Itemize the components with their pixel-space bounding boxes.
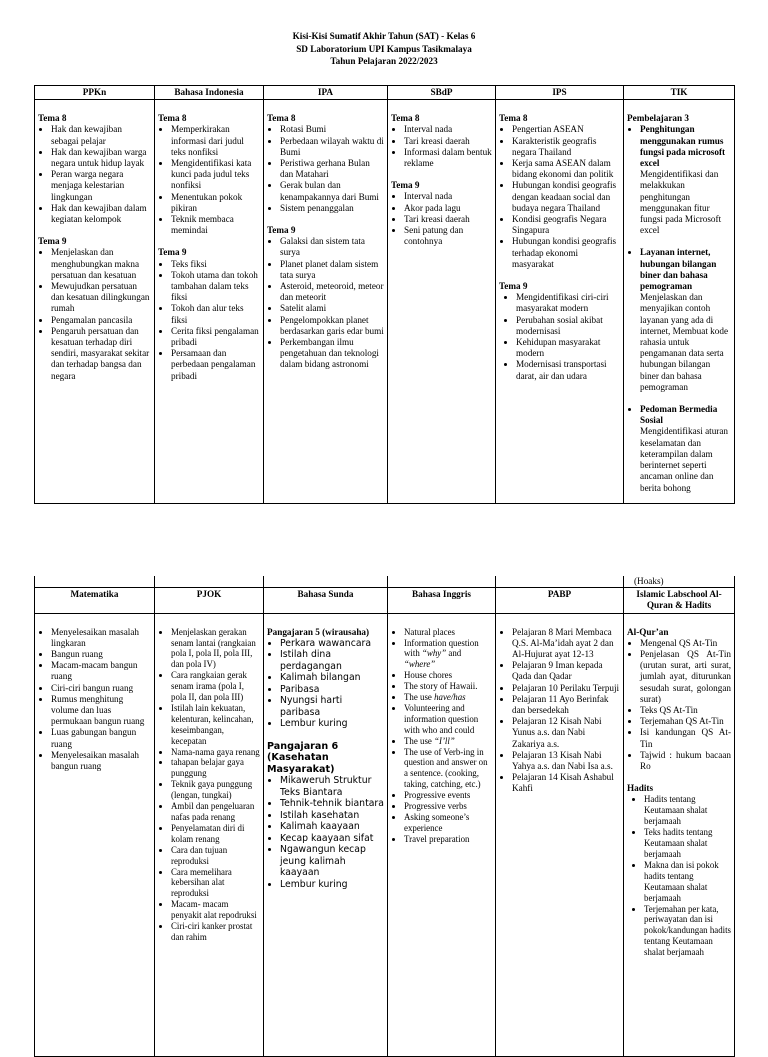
theme-heading: Tema 9 <box>267 225 296 236</box>
header-ppkn: PPKn <box>35 86 155 100</box>
list-item: • Ambil dan pengeluaran nafas pada renang <box>171 801 260 823</box>
topic-list <box>499 627 620 795</box>
topic-list <box>267 124 384 214</box>
list-item: • Cerita fiksi pengalaman pribadi <box>171 326 260 348</box>
list-item: • Macam- macam penyakit alat repodruksi <box>171 899 260 921</box>
list-item: • Pelajaran 8 Mari Membaca Q.S. Al-Ma’idah ayat 2 dan Al-Hujurat ayat 12-13 <box>512 627 620 661</box>
topic-list <box>391 627 492 845</box>
list-item: • Travel preparation <box>404 834 492 845</box>
header-bahasa-indonesia: Bahasa Indonesia <box>155 86 264 100</box>
list-item: • Menentukan pokok pikiran <box>171 192 260 214</box>
list-item: • Terjemahan QS At-Tin <box>640 716 731 727</box>
topic-list <box>158 124 260 236</box>
list-item: • Paribasa <box>280 684 384 696</box>
header-bahasa-inggris: Bahasa Inggris <box>388 588 496 613</box>
list-item: • Istilah dina perdagangan <box>280 649 384 672</box>
header-pjok: PJOK <box>155 588 264 613</box>
list-item: • Teknik gaya punggung (lengan, tungkai) <box>171 779 260 801</box>
list-item <box>640 124 731 236</box>
list-item: • Tehnik-tehnik biantara <box>280 798 384 810</box>
list-item: • Bangun ruang <box>51 649 151 660</box>
topic-list <box>38 247 151 381</box>
cell-tik <box>624 100 735 504</box>
list-item: • Rumus menghitung volume dan luas permukaan bangun ruang <box>51 694 151 728</box>
cell-ips <box>496 100 624 504</box>
table-header-row <box>35 86 735 100</box>
list-item: • Tari kreasi daerah <box>404 214 492 225</box>
list-item: • Natural places <box>404 627 492 638</box>
list-item: • Kecap kaayaan sifat <box>280 833 384 845</box>
document-title <box>0 30 768 68</box>
list-item: • Penyelamatan diri di kolam renang <box>171 823 260 845</box>
list-item: • Kehidupan masyarakat modern <box>516 337 620 359</box>
topic-list <box>267 236 384 370</box>
table-body-row <box>35 100 735 504</box>
header-ipa: IPA <box>264 86 388 100</box>
header-bahasa-sunda: Bahasa Sunda <box>264 588 388 613</box>
list-item: • Sistem penanggalan <box>280 203 384 214</box>
theme-heading: Pangajaran 6 (Kasehatan Masyarakat) <box>267 740 339 775</box>
list-item: • Akor pada lagu <box>404 203 492 214</box>
list-item: • Menjelaskan gerakan senam lantai (rangkaian pola I, pola II, pola III, dan pola IV) <box>171 627 260 671</box>
list-item: • Peran warga negara menjaga kelestarian lingkungan <box>51 169 151 203</box>
list-item: • Kalimah bilangan <box>280 672 384 684</box>
list-item: • Makna dan isi pokok hadits tentang Keutamaan shalat berjamaah <box>644 860 731 904</box>
list-item: • Memperkirakan informasi dari judul teks nonfiksi <box>171 124 260 158</box>
list-item: • Perkara wawancara <box>280 638 384 650</box>
list-item: • The use have/has <box>404 692 492 703</box>
title-line-3: Tahun Pelajaran 2022/2023 <box>330 56 438 66</box>
list-item: • Menyelesaikan masalah bangun ruang <box>51 750 151 772</box>
list-item: • Cara dan tujuan reproduksi <box>171 845 260 867</box>
list-item <box>640 247 731 393</box>
topic-list <box>627 794 731 958</box>
header-matematika: Matematika <box>35 588 155 613</box>
title-line-1: Kisi-Kisi Sumatif Akhir Tahun (SAT) - Kelas 6 <box>292 31 476 41</box>
list-item: • Luas gabungan bangun ruang <box>51 727 151 749</box>
topic-list <box>499 124 620 270</box>
list-item: • Mengenal QS At-Tin <box>640 638 731 649</box>
kisi-table-2 <box>34 576 735 1057</box>
list-item: • Ciri-ciri kanker prostat dan rahim <box>171 921 260 943</box>
list-item: • tahapan belajar gaya punggung <box>171 757 260 779</box>
hadits-heading: Hadits <box>627 783 654 794</box>
kisi-table-1 <box>34 85 735 504</box>
list-item: • Teks QS At-Tin <box>640 705 731 716</box>
cell-bahasa-sunda <box>264 613 388 1056</box>
list-item: • Terjemahan per kata, periwayatan dan isi pokok/kandungan hadits tentang Keutamaan shalat berjamaah <box>644 904 731 959</box>
topic-title: • Penghitungan menggunakan rumus fungsi pada microsoft excel <box>640 124 726 169</box>
list-item: • Pengaruh persatuan dan kesatuan terhadap diri sendiri, masyarakat sekitar dan terhadap bangsa dan negara <box>51 326 151 382</box>
list-item: • Modernisasi transportasi darat, air dan udara <box>516 359 620 381</box>
topic-list <box>38 627 151 773</box>
list-item: • Pelajaran 9 Iman kepada Qada dan Qadar <box>512 660 620 682</box>
list-item: • Planet planet dalam sistem tata surya <box>280 259 384 281</box>
cell-pjok <box>155 613 264 1056</box>
topic-list <box>627 638 731 772</box>
list-item: • Hubungan kondisi geografis terhadap ekonomi masyarakat <box>512 236 620 270</box>
topic-description: Mengidentifikasi dan melakkukan penghitungan menggunakan fitur fungsi pada Microsoft excel <box>640 169 722 236</box>
list-item: • Mikaweruh Struktur Teks Biantara <box>280 775 384 798</box>
topic-list <box>158 259 260 382</box>
list-item: • Pelajaran 10 Perilaku Terpuji <box>512 683 620 694</box>
topic-title: • Pedoman Bermedia Sosial <box>640 404 718 426</box>
list-item: • Asteroid, meteoroid, meteor dan meteorit <box>280 281 384 303</box>
list-item: • Seni patung dan contohnya <box>404 225 492 247</box>
list-item: • Tokoh utama dan tokoh tambahan dalam teks fiksi <box>171 270 260 304</box>
header-pabp: PABP <box>496 588 624 613</box>
list-item: • Hak dan kewajiban dalam kegiatan kelompok <box>51 203 151 225</box>
list-item: • Teks hadits tentang Keutamaan shalat berjamaah <box>644 827 731 860</box>
theme-heading: Tema 8 <box>391 113 420 124</box>
list-item: • The use “I’ll” <box>404 736 492 747</box>
list-item: • Menyelesaikan masalah lingkaran <box>51 627 151 649</box>
list-item: • Karakteristik geografis negara Thailand <box>512 136 620 158</box>
list-item: • House chores <box>404 670 492 681</box>
list-item: • Pengelompokkan planet berdasarkan garis edar bumi <box>280 315 384 337</box>
list-item: • Hadits tentang Keutamaan shalat berjamaah <box>644 794 731 827</box>
list-item: • Mengidentifikasi ciri-ciri masyarakat modern <box>516 292 620 314</box>
header-ips: IPS <box>496 86 624 100</box>
topic-description: Menjelaskan dan menyajikan contoh layanan yang ada di internet, Membuat kode rahasia untuk pengamanan data serta hubungan bilangan biner dan bahasa pemograman <box>640 292 729 392</box>
list-item: • Hak dan kewajiban sebagai pelajar <box>51 124 151 146</box>
cell-bahasa-indonesia <box>155 100 264 504</box>
topic-list <box>391 191 492 247</box>
list-item: • Perubahan sosial akibat modernisasi <box>516 315 620 337</box>
theme-heading: Tema 8 <box>267 113 296 124</box>
theme-heading: Tema 8 <box>158 113 187 124</box>
title-line-2: SD Laboratorium UPI Kampus Tasikmalaya <box>296 43 472 54</box>
list-item: • Tari kreasi daerah <box>404 136 492 147</box>
topic-list <box>38 124 151 225</box>
header-sbdp: SBdP <box>388 86 496 100</box>
list-item: • Teknik membaca memindai <box>171 214 260 236</box>
topic-list <box>267 775 384 890</box>
list-item: • Nyungsi harti paribasa <box>280 695 384 718</box>
list-item: • Volunteering and information question with who and could <box>404 703 492 736</box>
list-item: • Pelajaran 11 Ayo Berinfak dan bersedekah <box>512 694 620 716</box>
list-item: • Kalimah kaayaan <box>280 821 384 833</box>
list-item: • Istilah kasehatan <box>280 810 384 822</box>
header-islamic-labschool: Islamic Labschool Al-Quran & Hadits <box>624 588 735 613</box>
list-item: • Information question with “why” and “where” <box>404 638 492 671</box>
theme-heading: Tema 8 <box>38 113 67 124</box>
list-item: • Isi kandungan QS At-Tin <box>640 727 731 749</box>
list-item: • Ciri-ciri bangun ruang <box>51 683 151 694</box>
list-item: • Pelajaran 12 Kisah Nabi Yunus a.s. dan Nabi Zakariya a.s. <box>512 716 620 750</box>
list-item: • Lembur kuring <box>280 879 384 891</box>
list-item: • Peristiwa gerhana Bulan dan Matahari <box>280 158 384 180</box>
cell-ipa <box>264 100 388 504</box>
list-item <box>640 404 731 494</box>
cell-bahasa-inggris <box>388 613 496 1056</box>
list-item: • Tokoh dan alur teks fiksi <box>171 303 260 325</box>
list-item: • Teks fiksi <box>171 259 260 270</box>
list-item: • Tajwid : hukum bacaan Ro <box>640 750 731 772</box>
list-item: • Macam-macam bangun ruang <box>51 660 151 682</box>
overflow-row <box>35 576 735 588</box>
theme-heading: Tema 9 <box>391 180 420 191</box>
list-item: • Menjelaskan dan menghubungkan makna persatuan dan kesatuan <box>51 247 151 281</box>
cell-ppkn <box>35 100 155 504</box>
topic-list <box>158 627 260 943</box>
topic-list <box>499 292 620 382</box>
theme-heading: Pembelajaran 3 <box>627 113 690 124</box>
cell-pabp <box>496 613 624 1056</box>
header-tik: TIK <box>624 86 735 100</box>
list-item: • Mewujudkan persatuan dan kesatuan dilingkungan rumah <box>51 281 151 315</box>
topic-list <box>391 124 492 169</box>
list-item: • Perbedaan wilayah waktu di Bumi <box>280 136 384 158</box>
list-item: • Kerja sama ASEAN dalam bidang ekonomi dan politik <box>512 158 620 180</box>
cell-islamic-labschool <box>624 613 735 1056</box>
tik-overflow-text: (Hoaks) <box>624 576 735 588</box>
theme-heading: Tema 9 <box>38 236 67 247</box>
list-item: • Pelajaran 13 Kisah Nabi Yahya a.s. dan Nabi Isa a.s. <box>512 750 620 772</box>
list-item: • Kondisi geografis Negara Singapura <box>512 214 620 236</box>
list-item: • Progressive events <box>404 790 492 801</box>
cell-matematika <box>35 613 155 1056</box>
list-item: • Interval nada <box>404 191 492 202</box>
list-item: • Interval nada <box>404 124 492 135</box>
topic-list <box>267 638 384 730</box>
list-item: • Ngawangun kecap jeung kalimah kaayaan <box>280 844 384 879</box>
list-item: • Gerak bulan dan kenampakannya dari Bumi <box>280 180 384 202</box>
list-item: • Informasi dalam bentuk reklame <box>404 147 492 169</box>
list-item: • The story of Hawaii. <box>404 681 492 692</box>
topic-title: • Layanan internet, hubungan bilangan biner dan bahasa pemograman <box>640 247 717 292</box>
list-item: • Nama-nama gaya renang <box>171 747 260 758</box>
theme-heading: Tema 9 <box>499 281 528 292</box>
list-item: • Hubungan kondisi geografis dengan keadaan social dan budaya negara Thailand <box>512 180 620 214</box>
list-item: • Istilah lain kekuatan, kelenturan, kelincahan, keseimbangan, kecepatan <box>171 703 260 747</box>
theme-heading: Tema 9 <box>158 247 187 258</box>
table-header-row <box>35 588 735 613</box>
theme-heading: Pangajaran 5 (wirausaha) <box>267 626 370 637</box>
topic-list <box>627 124 731 493</box>
list-item: • Satelit alami <box>280 303 384 314</box>
list-item: • Cara memelihara kebersihan alat reproduksi <box>171 867 260 900</box>
theme-heading: Tema 8 <box>499 113 528 124</box>
table-body-row <box>35 613 735 1056</box>
list-item: • Perkembangan ilmu pengetahuan dan teknologi dalam bidang astronomi <box>280 337 384 371</box>
list-item: • Pengamalan pancasila <box>51 315 151 326</box>
list-item: • Penjelasan QS At-Tin (urutan surat, arti surat, jumlah ayat, diturunkan sesudah surat, golongan surat) <box>640 649 731 705</box>
list-item: • Cara rangkaian gerak senam irama (pola I, pola II, dan pola III) <box>171 670 260 703</box>
quran-heading: Al-Qur’an <box>627 626 669 637</box>
list-item: • Asking someone’s experience <box>404 812 492 834</box>
list-item: • Mengidentifikasi kata kunci pada judul teks nonfiksi <box>171 158 260 192</box>
list-item: • Hak dan kewajiban warga negara untuk hidup layak <box>51 147 151 169</box>
cell-sbdp <box>388 100 496 504</box>
list-item: • Rotasi Bumi <box>280 124 384 135</box>
list-item: • Progressive verbs <box>404 801 492 812</box>
list-item: • Pengertian ASEAN <box>512 124 620 135</box>
list-item: • The use of Verb-ing in question and answer on a sentence. (cooking, taking, catching, etc.) <box>404 747 492 791</box>
list-item: • Pelajaran 14 Kisah Ashabul Kahfi <box>512 772 620 794</box>
topic-description: Mengidentifikasi aturan keselamatan dan keterampilan dalam berinternet seperti ancaman online dan berita bohong <box>640 426 729 493</box>
list-item: • Persamaan dan perbedaan pengalaman pribadi <box>171 348 260 382</box>
list-item: • Lembur kuring <box>280 718 384 730</box>
list-item: • Galaksi dan sistem tata surya <box>280 236 384 258</box>
